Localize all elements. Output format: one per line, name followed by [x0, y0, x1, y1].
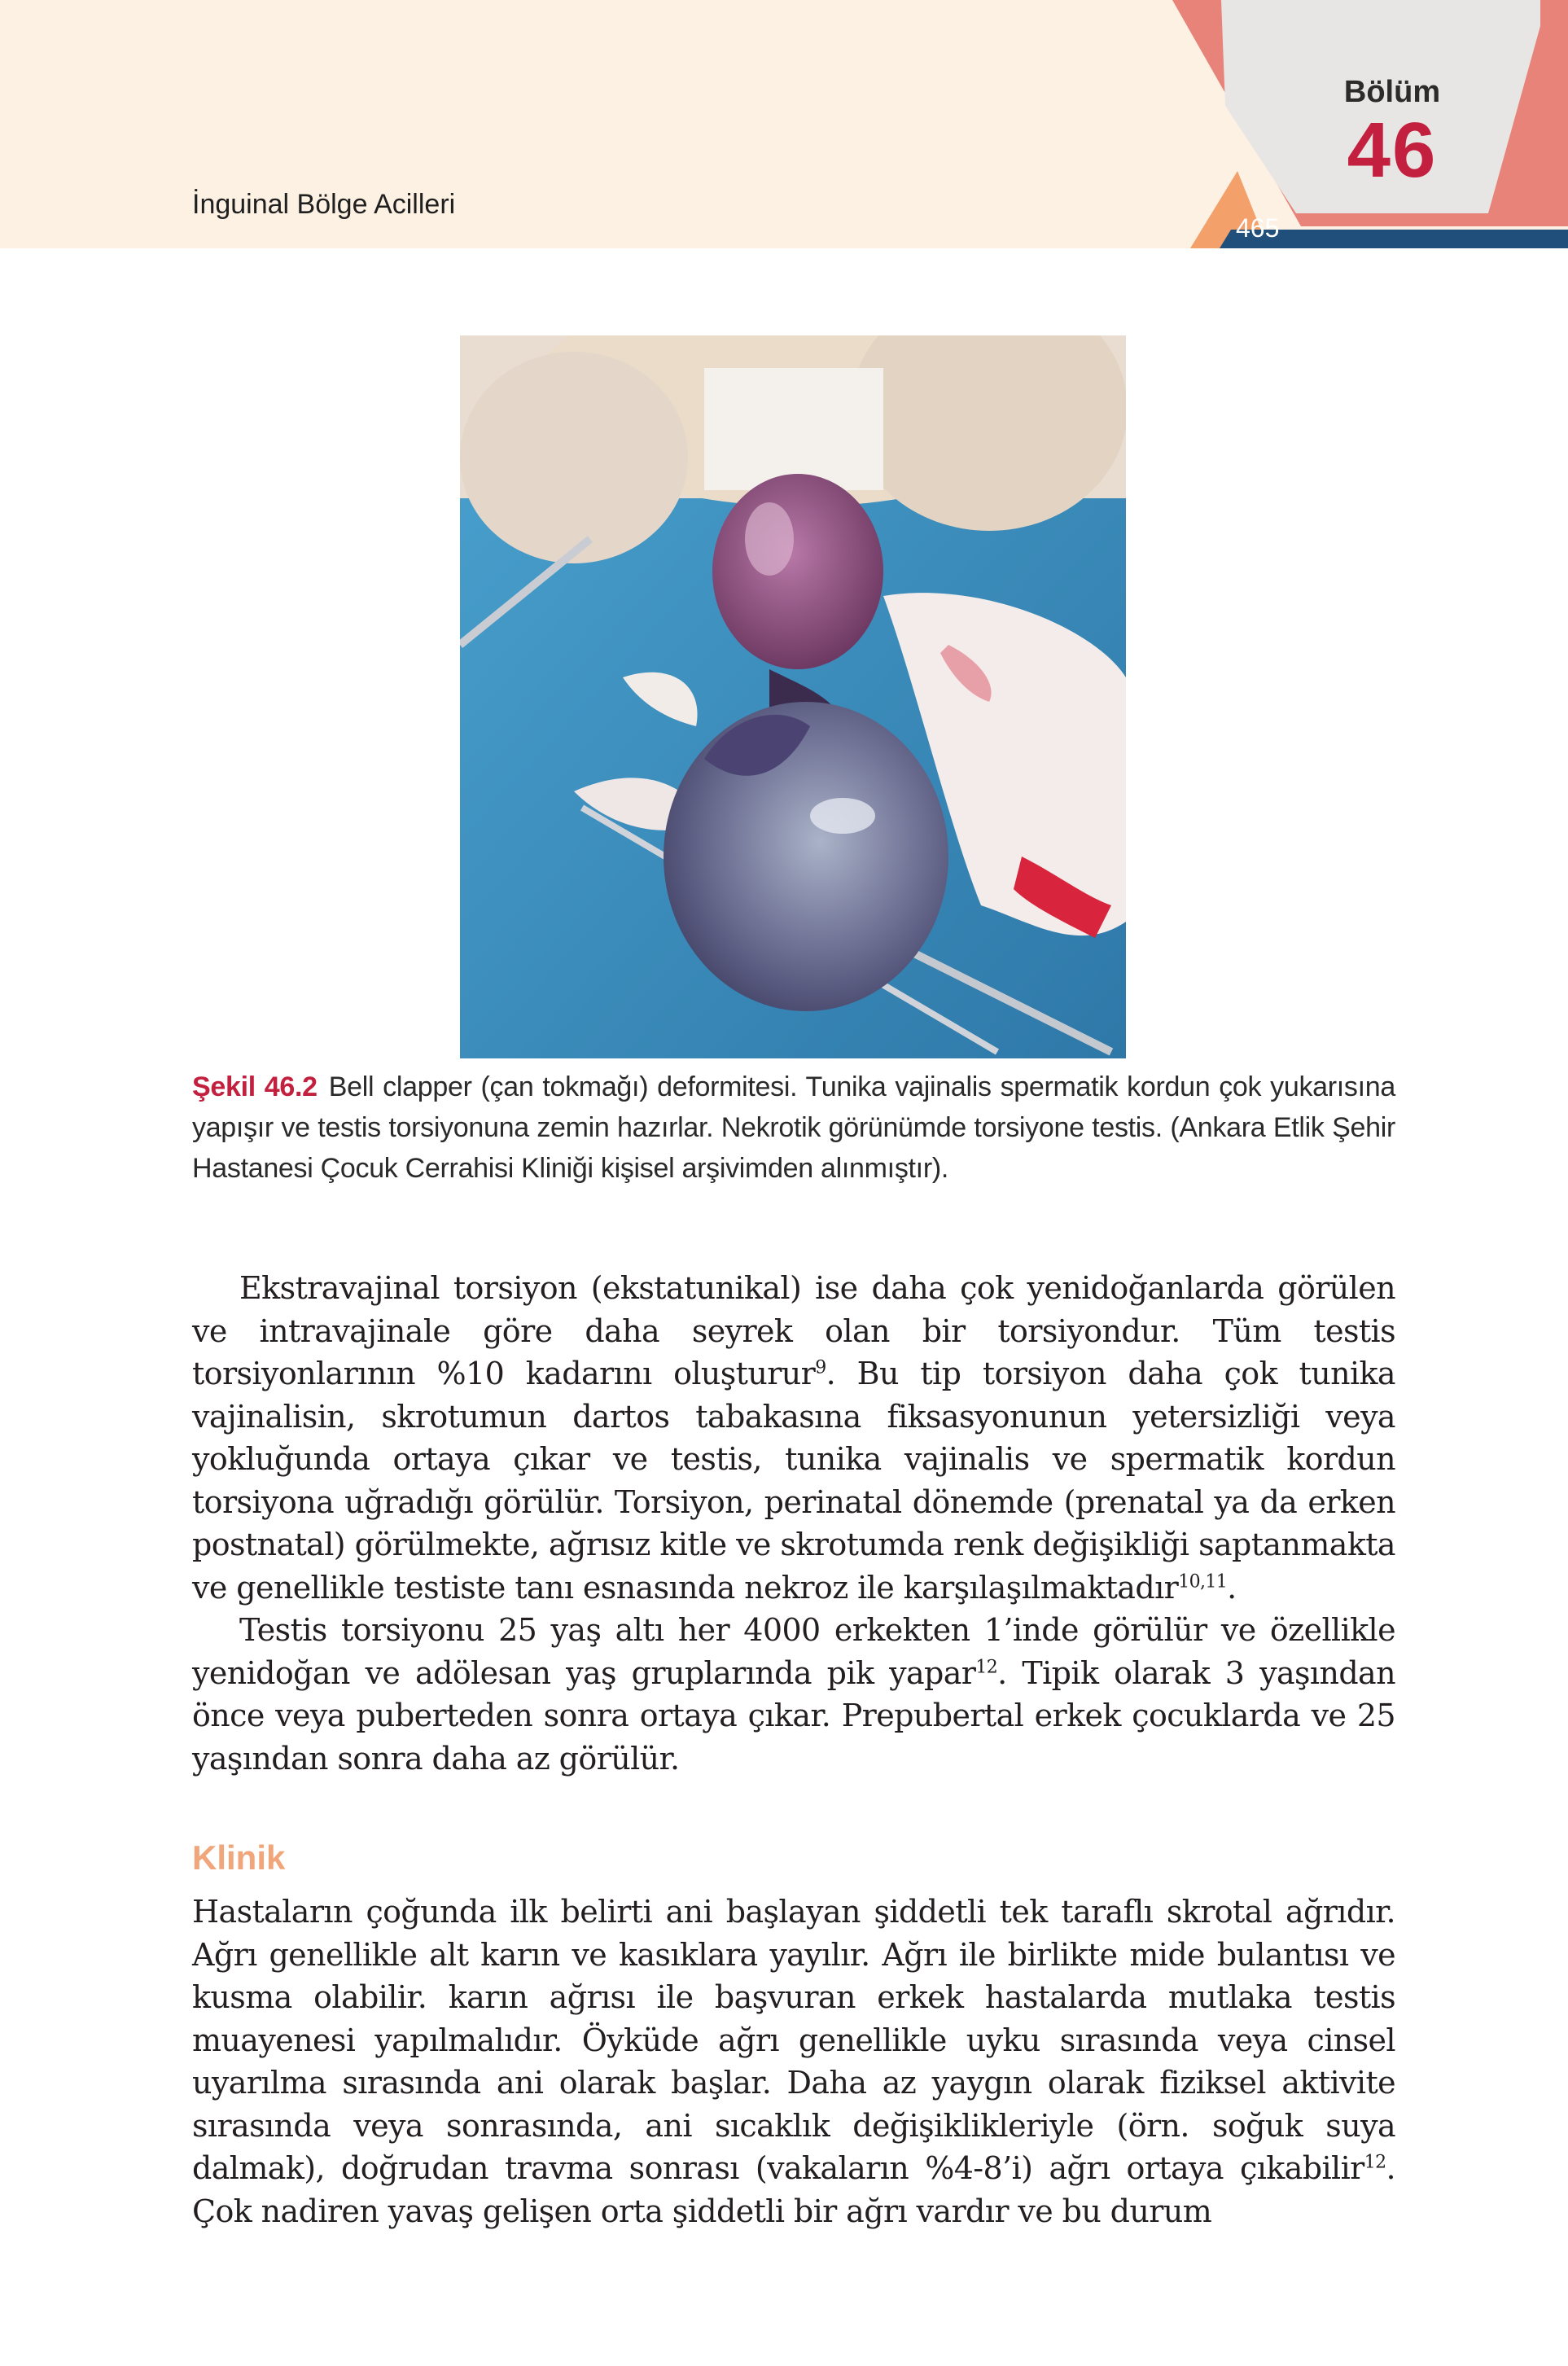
- citation-ref: 12: [975, 1656, 998, 1677]
- running-title: İnguinal Bölge Acilleri: [192, 189, 456, 220]
- paragraph-incidence: [192, 1609, 1395, 1780]
- chapter-number: 46: [1347, 107, 1438, 194]
- paragraph-clinical: [192, 1891, 1395, 2232]
- paragraph-text: .: [1227, 1569, 1237, 1606]
- page-number: 465: [1236, 213, 1280, 243]
- paragraph-extravaginal-torsion: [192, 1267, 1395, 1609]
- surgical-photo: [460, 335, 1126, 1058]
- section-heading: Klinik: [192, 1838, 286, 1877]
- paragraph-text: . Tipik olarak 3 yaşından önce veya puberteden sonra ortaya çıkar. Prepubertal erkek çocuklarda ve 25 yaşından sonra daha az görülür.: [192, 1654, 1395, 1777]
- paragraph-text: Hastaların çoğunda ilk belirti ani başlayan şiddetli tek taraflı skrotal ağrıdır. Ağrı genellikle alt karın ve kasıklara yayılır. Ağrı ile birlikte mide bulantısı ve kusma olabilir. karın ağrısı ile başvuran erkek hastalarda mutlaka testis muayenesi yapılmalıdır. Öyküde ağrı genellikle uyku sırasında veya cinsel uyarılma sırasında ani olarak başlar. Daha az yaygın olarak fiziksel aktivite sırasında veya sonrasında, ani sıcaklık değişiklikleriyle (örn. soğuk suya dalmak), doğrudan travma sonrası (vakaların %4-8’i) ağrı ortaya çıkabilir: [192, 1894, 1395, 2186]
- chapter-word: Bölüm: [1343, 75, 1441, 109]
- paragraph-text: . Çok nadiren yavaş gelişen orta şiddetli bir ağrı vardır ve bu durum: [192, 2150, 1395, 2229]
- figure-photo: [460, 335, 1126, 1058]
- paragraph-text: Ekstravajinal torsiyon (ekstatunikal) ise daha çok yenidoğanlarda görülen ve intravajinale göre daha seyrek olan bir torsiyondur. Tüm testis torsiyonlarının %10 kadarını oluşturur: [192, 1270, 1395, 1391]
- citation-ref: 12: [1364, 2152, 1386, 2173]
- paragraph-text: . Bu tip torsiyon daha çok tunika vajinalisin, skrotumun dartos tabakasına fiksasyonunun yetersizliği veya yokluğunda ortaya çıkar ve testis, tunika vajinalis ve spermatik kordun torsiyona uğradığı görülür. Torsiyon, perinatal dönemde (prenatal ya da erken postnatal) görülmekte, ağrısız kitle ve skrotumda renk değişikliği saptanmakta ve genellikle testiste tanı esnasında nekroz ile karşılaşılmaktadır: [192, 1356, 1395, 1606]
- figure-caption-text: Bell clapper (çan tokmağı) deformitesi. Tunika vajinalis spermatik kordun çok yukarısına yapışır ve testis torsiyonuna zemin hazırlar. Nekrotik görünümde torsiyone testis. (Ankara Etlik Şehir Hastanesi Çocuk Cerrahisi Kliniği kişisel arşivimden alınmıştır).: [192, 1071, 1395, 1184]
- citation-ref: 9: [815, 1357, 826, 1378]
- figure-caption: [192, 1067, 1395, 1189]
- citation-ref: 10,11: [1178, 1571, 1228, 1592]
- figure-label: Şekil 46.2: [192, 1071, 318, 1102]
- paragraph-text: Testis torsiyonu 25 yaş altı her 4000 erkekten 1’inde görülür ve özellikle yenidoğan ve adölesan yaş gruplarında pik yapar: [192, 1612, 1395, 1691]
